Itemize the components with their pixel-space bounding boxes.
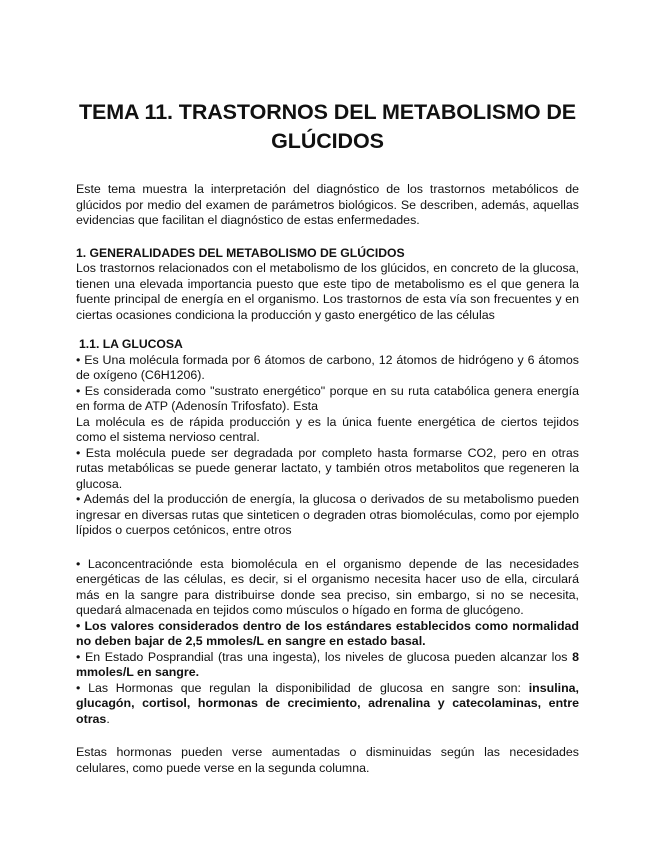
glucosa-bullet-5: • Además del la producción de energía, la glucosa o derivados de su metabolismo pueden ingresar en diversas rutas que sinteticen o degraden otras biomoléculas, como por ejemplo lípidos o cuerpos cetónicos, entre otros	[76, 492, 579, 537]
section-1-heading: 1. GENERALIDADES DEL METABOLISMO DE GLÚCIDOS	[76, 245, 405, 260]
glucosa-bullet-7	[76, 619, 579, 650]
posprandial-value: 8 mmoles/L en sangre.	[76, 649, 579, 679]
section-1-1-heading: 1.1. LA GLUCOSA	[79, 337, 183, 351]
spacer	[76, 727, 579, 745]
document-page	[76, 98, 579, 776]
glucosa-bullet-4: • Esta molécula puede ser degradada por completo hasta formarse CO2, pero en otras rutas metabólicas se puede generar lactato, y también otros metabolitos que regeneren la glucosa.	[76, 445, 579, 491]
glucosa-bullet-9	[76, 681, 579, 728]
hormones-end: .	[106, 711, 110, 726]
glucosa-bullet-6: • Laconcentraciónde esta biomolécula en el organismo depende de las necesidades energéticas de las células, es decir, si el organismo necesita hacer uso de ella, circulará más en la sangre para distribuirse donde sea preciso, sin embargo, si no se necesita, quedará almacenada en tejidos como músculos o hígado en forma de glucógeno.	[76, 556, 579, 617]
title-line-1: TEMA 11. TRASTORNOS DEL METABOLISMO DE	[78, 100, 577, 124]
closing-paragraph: Estas hormonas pueden verse aumentadas o disminuidas según las necesidades celulares, como puede verse en la segunda columna.	[76, 745, 579, 775]
glucosa-line-3: La molécula es de rápida producción y es la única fuente energética de ciertos tejidos como el sistema nervioso central.	[76, 414, 579, 444]
spacer	[76, 539, 579, 557]
hormones-list: insulina, glucagón, cortisol, hormonas de crecimiento, adrenalina y catecolaminas, entre otras	[76, 680, 579, 726]
glucosa-bullet-8	[76, 650, 579, 681]
page-title	[76, 98, 579, 156]
normal-values-text: • Los valores considerados dentro de los estándares establecidos como normalidad no deben bajar de 2,5 mmoles/L en sangre en estado basal.	[76, 618, 579, 648]
intro-paragraph: Este tema muestra la interpretación del diagnóstico de los trastornos metabólicos de glúcidos por medio del examen de parámetros biológicos. Se describen, además, aquellas evidencias que facilitan el diagnóstico de estas enfermedades.	[76, 182, 579, 227]
hormones-intro: • Las Hormonas que regulan la disponibilidad de glucosa en sangre son:	[76, 680, 529, 695]
glucosa-bullet-2: • Es considerada como "sustrato energético" porque en su ruta catabólica genera energía en forma de ATP (Adenosín Trifosfato). Esta	[76, 383, 579, 413]
glucosa-bullet-1: • Es Una molécula formada por 6 átomos de carbono, 12 átomos de hidrógeno y 6 átomos de oxígeno (C6H1206).	[76, 352, 579, 382]
title-line-2: GLÚCIDOS	[271, 129, 384, 153]
section-1-body: Los trastornos relacionados con el metabolismo de los glúcidos, en concreto de la glucosa, tienen una elevada importancia puesto que este tipo de metabolismo es el que genera la fuente principal de energía en el organismo. Los trastornos de esta vía son frecuentes y en ciertas ocasiones condiciona la producción y gasto energético de las células	[76, 261, 579, 322]
posprandial-text: • En Estado Posprandial (tras una ingesta), los niveles de glucosa pueden alcanzar los	[76, 649, 573, 664]
